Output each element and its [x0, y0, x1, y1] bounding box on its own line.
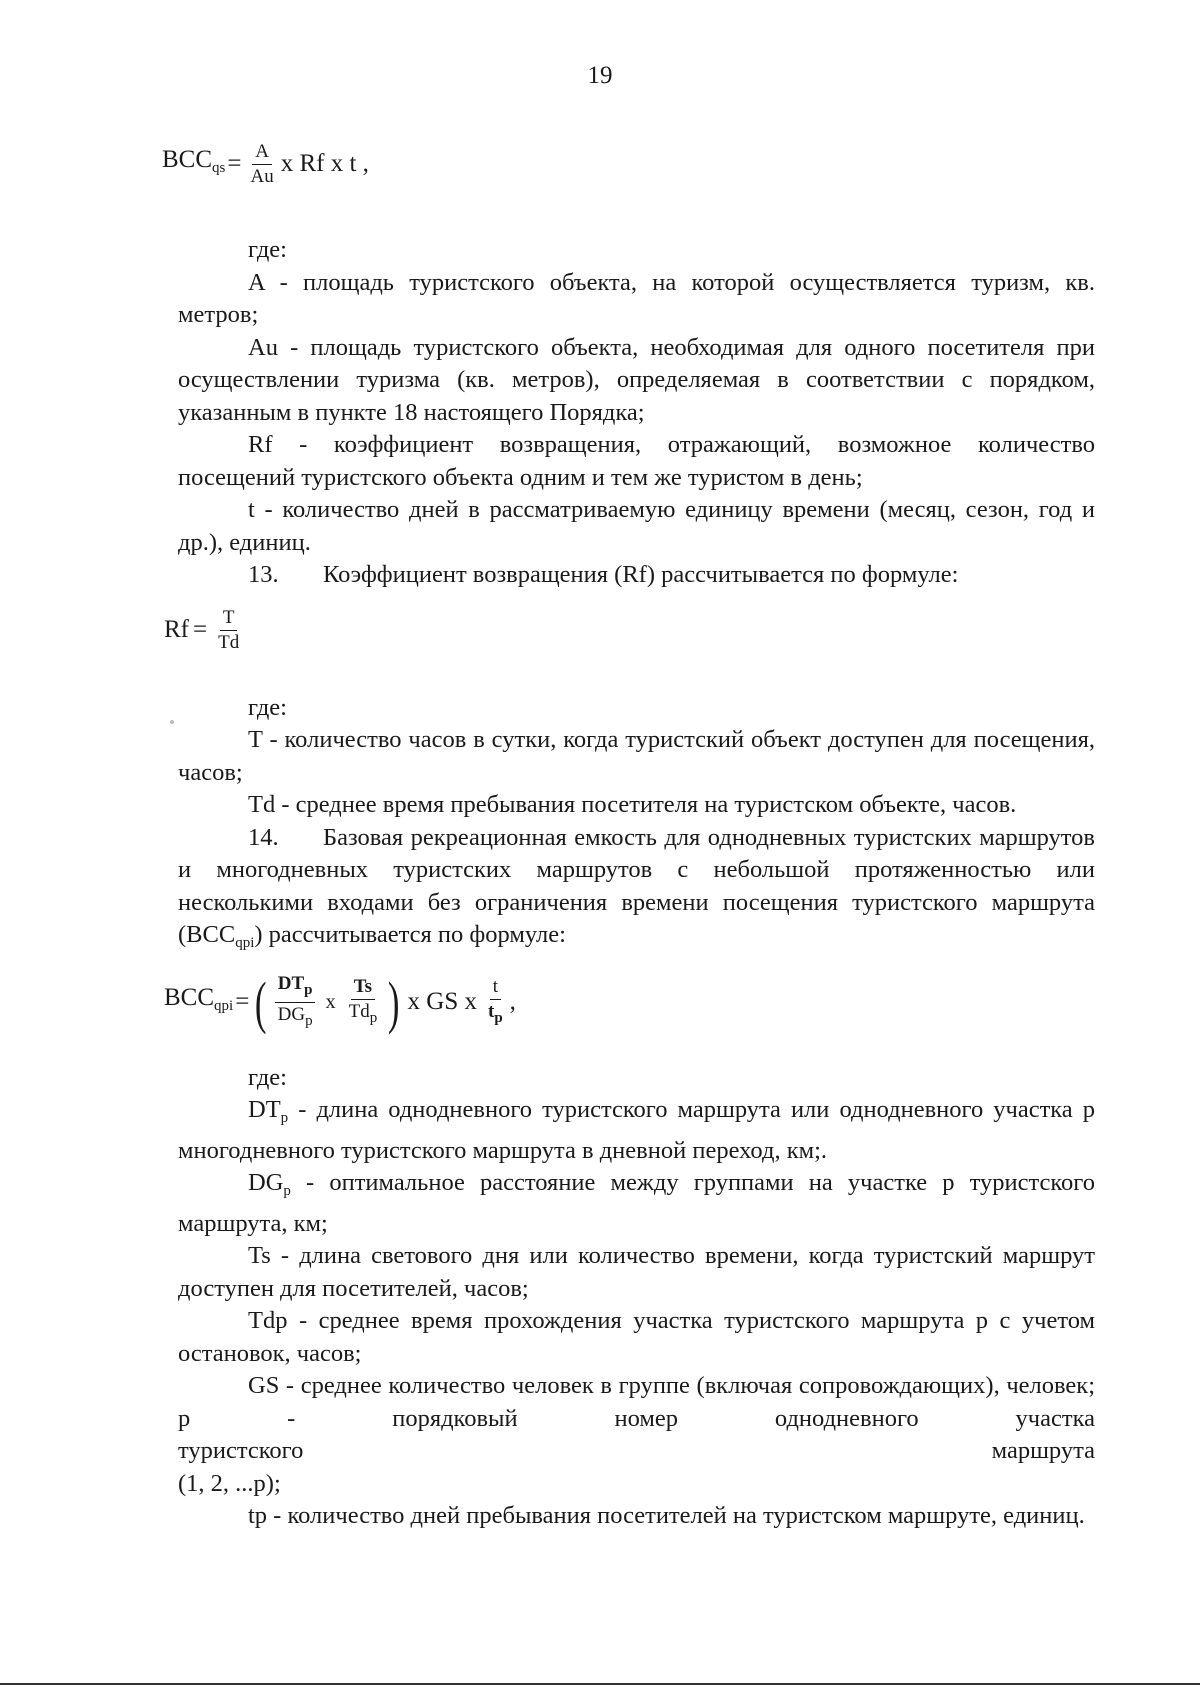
where-label: где: — [248, 1063, 287, 1091]
item-14: 14. Базовая рекреационная емкость для однодневных туристских маршрутов и многодневных туристских маршрутов с небольшой протяженностью или несколькими входами без ограничения времени посещения туристского маршрута $(BCC_{qpi})$ рассчитывается по формуле: — [178, 823, 1095, 951]
formula-bcc-qpi — [164, 964, 1095, 1042]
definition-t-hours: T - количество часов в сутки, когда туристский объект доступен для посещения, часов; — [178, 726, 1095, 786]
formula-bcc-qs — [162, 130, 1095, 198]
formula-mid: x GS x — [407, 988, 477, 1016]
fraction-t-tp: $\frac{t}{t_p}$ — [488, 976, 503, 1026]
gs-left-word: туристского — [178, 1437, 304, 1464]
document-body — [162, 130, 1095, 1533]
open-paren: ( — [255, 969, 267, 1035]
fraction-ts-tdp: $\frac{Ts}{Td_p}$ — [348, 976, 378, 1026]
definition-dtp: $DT_p$ - длина однодневного туристского маршрута или однодневного участка p многодневного туристского маршрута в дневной переход, км;. — [178, 1096, 1095, 1164]
definition-a: A - площадь туристского объекта, на которой осуществляется туризм, кв. метров; — [178, 268, 1095, 328]
definition-gs-end: (1, 2, ...p); — [178, 1469, 281, 1497]
definition-td: Td - среднее время пребывания посетителя на туристском объекте, часов. — [248, 791, 1017, 818]
scan-dot — [170, 720, 174, 724]
formula-lhs: $BCC_{qs}$ — [162, 145, 226, 176]
gs-right-word: маршрута — [991, 1437, 1095, 1464]
formula-lhs: Rf — [164, 616, 189, 644]
item-13: 13. Коэффициент возвращения (Rf) рассчитывается по формуле: — [248, 561, 959, 588]
bottom-rule — [0, 1683, 1200, 1685]
definition-tdp: Tdp - среднее время прохождения участка туристского маршрута p с учетом остановок, часов; — [178, 1307, 1095, 1367]
fraction-a-au: $\frac{A}{Au}$ — [250, 140, 274, 187]
equals-sign: = — [235, 988, 250, 1016]
times-sign: x — [325, 991, 336, 1014]
definition-ts: Ts - длина светового дня или количество времени, когда туристский маршрут доступен для посетителей, часов; — [178, 1242, 1095, 1302]
definition-gs-line — [178, 1435, 1095, 1468]
close-paren: ) — [388, 969, 400, 1035]
fraction-t-td: $\frac{T}{Td}$ — [218, 607, 240, 653]
formula-rf — [164, 594, 1095, 668]
definition-t: t - количество дней в рассматриваемую единицу времени (месяц, сезон, год и др.), единиц. — [178, 496, 1095, 556]
definition-dgp: $DG_p$ - оптимальное расстояние между группами на участке p туристского маршрута, км; — [178, 1169, 1095, 1237]
formula-lhs: $BCC_{qpi}$ — [164, 984, 234, 1015]
equals-sign: = — [193, 616, 208, 644]
definition-rf: Rf - коэффициент возвращения, отражающий, возможное количество посещений туристского объекта одним и тем же туристом в день; — [178, 431, 1095, 491]
formula-tail: , — [509, 988, 516, 1016]
definition-au: Au - площадь туристского объекта, необходимая для одного посетителя при осуществлении туризма (кв. метров), определяемая в соответствии с порядком, указанным в пункте 18 настоящего Порядка; — [178, 333, 1095, 426]
page-number: 19 — [587, 62, 613, 89]
fraction-dtp-dgp: $\frac{DT_p}{DG_p}$ — [275, 972, 316, 1033]
where-label: где: — [248, 693, 287, 721]
formula-rest: x Rf x t , — [280, 149, 369, 177]
definition-tp: tp - количество дней пребывания посетителей на туристском маршруте, единиц. — [248, 1502, 1085, 1529]
definition-gs: GS - среднее количество человек в группе (включая сопровождающих), человек; p - порядковый номер однодневного участка — [178, 1372, 1095, 1432]
where-label: где: — [248, 236, 287, 263]
equals-sign: = — [227, 149, 242, 177]
